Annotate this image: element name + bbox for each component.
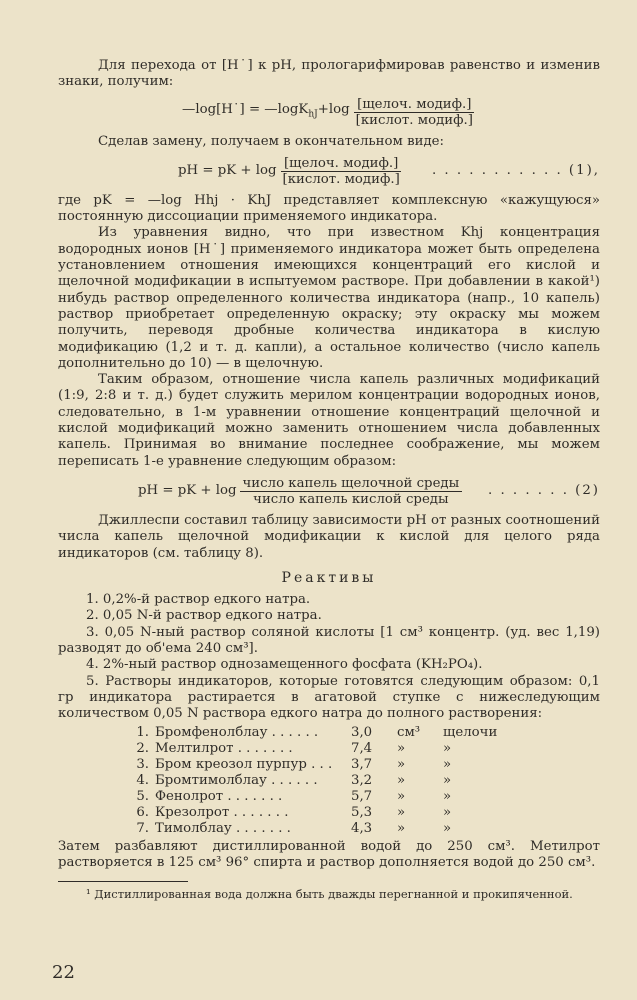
list-item: 1. 0,2%-й раствор едкого натра. — [86, 592, 311, 608]
equation-1-numerator: [щелоч. модиф.] — [281, 156, 401, 172]
equation-log-fraction — [353, 97, 476, 128]
paragraph-gillespie: Джиллеспи составил таблицу зависимости pH от разных соотношений числа капель щелочной модификации к кислой для целого ряда индикаторов (см. таблицу 8). — [58, 512, 600, 561]
equation-2-fraction — [240, 476, 463, 507]
paragraph-dilution: Затем разбавляют дистиллированной водой до 250 см³. Метилрот растворяется в 125 см³ 96° спирта и раствор дополняется водой до 250 см³. — [58, 838, 600, 870]
table-row: 4. Бромтимолблау . . . . . . 3,2 » » — [136, 772, 452, 788]
page-number: 22 — [52, 962, 75, 983]
table-row: 7. Тимолблау . . . . . . . 4,3 » » — [136, 820, 452, 836]
equation-1-fraction — [280, 156, 403, 187]
equation-1-denominator: [кислот. модиф.] — [282, 171, 400, 187]
equation-2 — [58, 476, 600, 507]
table-row: 6. Крезолрот . . . . . . . 5,3 » » — [136, 804, 452, 820]
table-row: 1. Бромфенолблау . . . . . . 3,0 см³ щелочи — [136, 724, 498, 740]
section-heading-reagents: Реактивы — [281, 569, 377, 586]
footnote-divider — [58, 881, 188, 882]
paragraph-intro: Для перехода от [H˙] к pH, прологарифмировав равенство и изменив знаки, получим: — [58, 58, 600, 90]
page-body — [58, 58, 600, 902]
paragraph-substitution: Сделав замену, получаем в окончательном виде: — [98, 133, 444, 149]
equation-log-lhs: —log[H˙] = —logK$_{hJ}$+log — [182, 101, 350, 120]
equation-1-lhs: pH = pK + log — [178, 163, 277, 179]
equation-1 — [58, 156, 600, 187]
paragraph-drops-ratio: Таким образом, отношение числа капель различных модификаций (1:9, 2:8 и т. д.) будет служить мерилом концентрации водородных ионов, следовательно, в 1-м уравнении отношение концентраций щелочной и кислой модификаций можно заменить отношением числа добавленных капель. Принимая во внимание последнее соображение, мы можем переписать 1-е уравнение следующим образом: — [58, 372, 600, 469]
paragraph-hydrogen-ions: Из уравнения видно, что при известном Khj концентрация водородных ионов [H˙] применяемого индикатора может быть определена установлением отношения имеющихся концентраций его кислой и щелочной модификации в испытуемом растворе. При добавлении в какой¹) нибудь раствор определенного количества индикатора (напр., 10 капель) раствор приобретает определенную окраску; эту окраску мы можем получить, переводя дробные количества индикатора в кислую модификацию (1,2 и т. д. капли), а остальное количество (число капель дополнительно до 10) — в щелочную. — [58, 225, 600, 371]
equation-2-denominator: число капель кислой среды — [253, 491, 449, 507]
indicator-table — [128, 725, 500, 837]
equation-2-numerator: число капель щелочной среды — [240, 476, 463, 492]
table-row: 2. Мелтилрот . . . . . . . 7,4 » » — [136, 740, 452, 756]
footnote: ¹ Дистиллированная вода должна быть дважды перегнанной и прокипяченной. — [86, 887, 573, 902]
table-row: 3. Бром креозол пурпур . . . 3,7 » » — [136, 756, 452, 772]
table-row: 5. Фенолрот . . . . . . . 5,7 » » — [136, 788, 452, 804]
list-item: 3. 0,05 N-ный раствор соляной кислоты [1 см³ концентр. (уд. вес 1,19) разводят до об'ема 240 см³]. — [58, 624, 600, 657]
equation-log-numerator: [щелоч. модиф.] — [354, 97, 474, 113]
equation-2-number: . . . . . . . (2) — [487, 483, 600, 499]
equation-1-number: . . . . . . . . . . . (1), — [431, 163, 600, 179]
list-item: 2. 0,05 N-й раствор едкого натра. — [86, 608, 322, 624]
equation-2-lhs: pH = pK + log — [138, 483, 237, 499]
reagent-list — [58, 592, 600, 722]
list-item: 5. Растворы индикаторов, которые готовятся следующим образом: 0,1 гр индикатора растирается в агатовой ступке с нижеследующим количеством 0,05 N раствора едкого натра до полного растворения: — [58, 673, 600, 722]
list-item: 4. 2%-ный раствор однозамещенного фосфата (KH₂PO₄). — [86, 657, 483, 673]
equation-log-denominator: [кислот. модиф.] — [355, 112, 473, 128]
paragraph-pk-definition: где pK = —log Hhj · KhJ представляет комплексную «кажущуюся» постоянную диссоциации применяемого индикатора. — [58, 192, 600, 225]
equation-log — [58, 97, 600, 128]
